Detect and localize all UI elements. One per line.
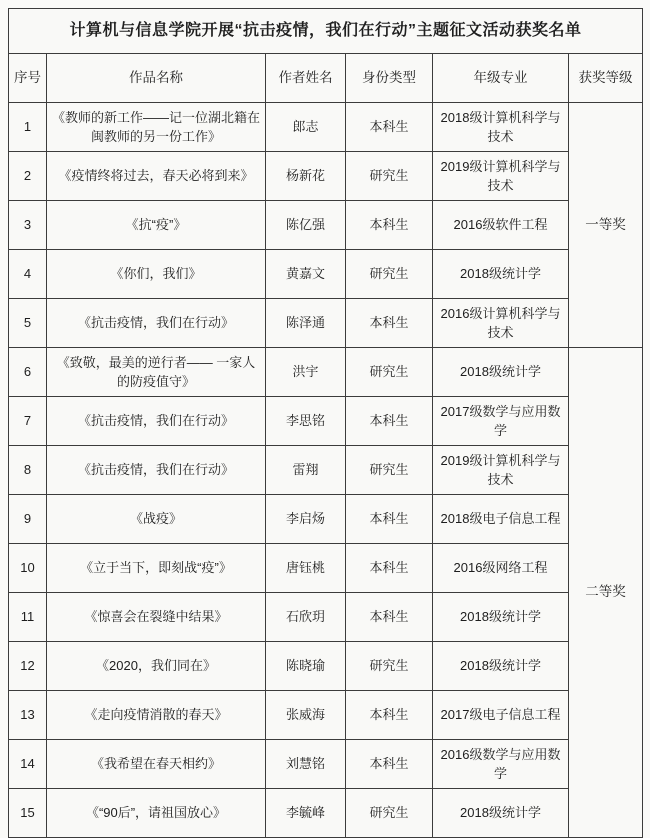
table-row [9,593,643,642]
column-header-2: 作品名称 [47,54,266,103]
cell-major: 2018级统计学 [433,250,569,299]
cell-major: 2016级数学与应用数学 [433,740,569,789]
table-row [9,446,643,495]
cell-work-title: 《疫情终将过去，春天必将到来》 [47,152,266,201]
cell-major: 2018级电子信息工程 [433,495,569,544]
table-row [9,103,643,152]
cell-identity: 研究生 [346,446,433,495]
header-row [9,54,643,103]
cell-identity: 研究生 [346,250,433,299]
table-row [9,544,643,593]
cell-major: 2019级计算机科学与技术 [433,152,569,201]
cell-author: 陈泽通 [266,299,346,348]
table-row [9,691,643,740]
cell-work-title: 《惊喜会在裂缝中结果》 [47,593,266,642]
award-list-table [8,8,643,838]
cell-author: 洪宇 [266,348,346,397]
cell-author: 李启炀 [266,495,346,544]
cell-author: 陈晓瑜 [266,642,346,691]
cell-author: 张威海 [266,691,346,740]
cell-major: 2016级网络工程 [433,544,569,593]
cell-author: 李思铭 [266,397,346,446]
cell-award-level: 二等奖 [569,348,643,838]
cell-major: 2018级统计学 [433,642,569,691]
cell-work-title: 《抗击疫情，我们在行动》 [47,397,266,446]
cell-award-level: 一等奖 [569,103,643,348]
table-row [9,152,643,201]
cell-work-title: 《走向疫情消散的春天》 [47,691,266,740]
cell-major: 2017级数学与应用数学 [433,397,569,446]
cell-work-title: 《致敬，最美的逆行者—— 一家人的防疫值守》 [47,348,266,397]
cell-no: 9 [9,495,47,544]
cell-work-title: 《立于当下，即刻战“疫”》 [47,544,266,593]
table-row [9,250,643,299]
cell-work-title: 《你们，我们》 [47,250,266,299]
column-header-1: 序号 [9,54,47,103]
cell-author: 唐钰桃 [266,544,346,593]
cell-identity: 本科生 [346,201,433,250]
cell-identity: 本科生 [346,740,433,789]
cell-work-title: 《抗击疫情，我们在行动》 [47,446,266,495]
cell-author: 郎志 [266,103,346,152]
cell-author: 陈亿强 [266,201,346,250]
cell-work-title: 《抗“疫”》 [47,201,266,250]
cell-identity: 本科生 [346,691,433,740]
table-row [9,495,643,544]
cell-author: 刘慧铭 [266,740,346,789]
cell-author: 杨新花 [266,152,346,201]
table-row [9,397,643,446]
cell-author: 黄嘉文 [266,250,346,299]
cell-major: 2018级统计学 [433,789,569,838]
cell-author: 李毓峰 [266,789,346,838]
column-header-4: 身份类型 [346,54,433,103]
cell-work-title: 《“90后”，请祖国放心》 [47,789,266,838]
cell-identity: 本科生 [346,103,433,152]
cell-work-title: 《教师的新工作——记一位湖北籍在闽教师的另一份工作》 [47,103,266,152]
cell-no: 10 [9,544,47,593]
cell-identity: 本科生 [346,299,433,348]
cell-major: 2017级电子信息工程 [433,691,569,740]
table-row [9,740,643,789]
cell-no: 7 [9,397,47,446]
cell-work-title: 《我希望在春天相约》 [47,740,266,789]
cell-identity: 本科生 [346,593,433,642]
cell-identity: 研究生 [346,789,433,838]
cell-work-title: 《2020，我们同在》 [47,642,266,691]
cell-identity: 本科生 [346,495,433,544]
column-header-6: 获奖等级 [569,54,643,103]
page-title: 计算机与信息学院开展“抗击疫情，我们在行动”主题征文活动获奖名单 [9,9,643,54]
table-row [9,642,643,691]
cell-major: 2016级软件工程 [433,201,569,250]
cell-major: 2018级统计学 [433,593,569,642]
cell-work-title: 《抗击疫情，我们在行动》 [47,299,266,348]
cell-major: 2019级计算机科学与技术 [433,446,569,495]
cell-author: 雷翔 [266,446,346,495]
cell-no: 4 [9,250,47,299]
cell-identity: 本科生 [346,397,433,446]
cell-major: 2016级计算机科学与技术 [433,299,569,348]
cell-author: 石欣玥 [266,593,346,642]
cell-no: 12 [9,642,47,691]
cell-no: 1 [9,103,47,152]
cell-no: 11 [9,593,47,642]
document-sheet [8,8,642,838]
cell-no: 5 [9,299,47,348]
table-body [9,103,643,838]
cell-identity: 本科生 [346,544,433,593]
cell-no: 8 [9,446,47,495]
cell-no: 15 [9,789,47,838]
cell-no: 3 [9,201,47,250]
cell-major: 2018级统计学 [433,348,569,397]
cell-identity: 研究生 [346,152,433,201]
cell-identity: 研究生 [346,348,433,397]
cell-major: 2018级计算机科学与技术 [433,103,569,152]
cell-no: 14 [9,740,47,789]
column-header-5: 年级专业 [433,54,569,103]
cell-no: 6 [9,348,47,397]
cell-work-title: 《战疫》 [47,495,266,544]
table-row [9,789,643,838]
table-row [9,348,643,397]
title-row [9,9,643,54]
table-row [9,201,643,250]
cell-identity: 研究生 [346,642,433,691]
cell-no: 13 [9,691,47,740]
cell-no: 2 [9,152,47,201]
table-row [9,299,643,348]
column-header-3: 作者姓名 [266,54,346,103]
